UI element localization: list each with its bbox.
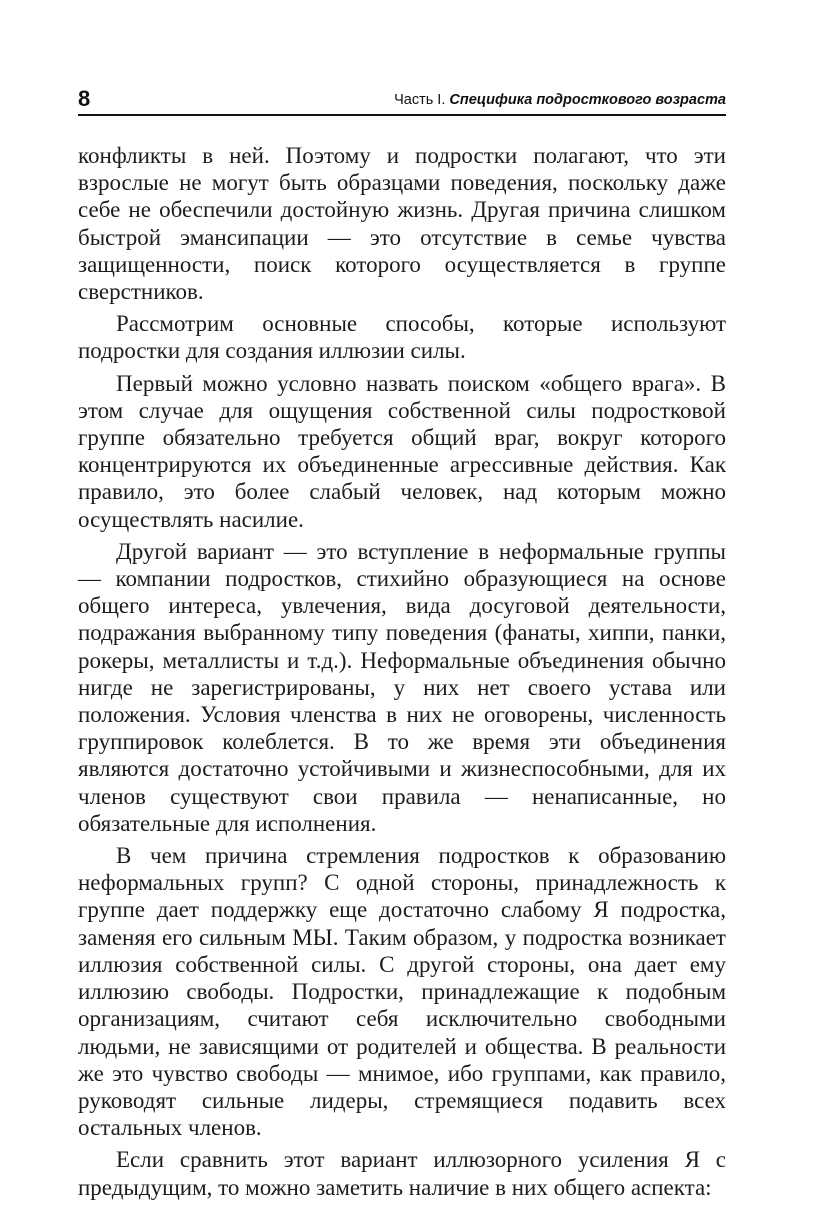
part-label: Часть I. (394, 92, 446, 108)
paragraph-continued: конфликты в ней. Поэтому и подростки полагают, что эти взрослые не могут быть образцами поведения, поскольку даже себе не обеспечили достойную жизнь. Другая причина слишком быстрой эмансипации — это отсутствие в семье чувства защищенности, поиск которого осуществляется в группе сверстников. (78, 143, 726, 305)
paragraph: Другой вариант — это вступление в неформальные группы — компании подростков, стихийно образующиеся на основе общего интереса, увлечения, вида досуговой деятельности, подражания выбранному типу поведения (фанаты, хиппи, панки, рокеры, металлисты и т.д.). Неформальные объединения обычно нигде не зарегистрированы, у них нет своего устава или положения. Условия членства в них не оговорены, численность группировок колеблется. В то же время эти объединения являются достаточно устойчивыми и жизнеспособными, для их членов существуют свои правила — ненаписанные, но обязательные для исполнения. (78, 538, 726, 836)
running-head (78, 86, 726, 116)
paragraph: Если сравнить этот вариант иллюзорного усиления Я с предыдущим, то можно заметить наличие в них общего аспекта: (78, 1147, 726, 1200)
paragraph: Рассмотрим основные способы, которые используют подростки для создания иллюзии силы. (78, 311, 726, 364)
body-text (78, 142, 726, 1206)
page-number: 8 (78, 86, 91, 111)
chapter-heading (394, 90, 726, 110)
section-title: Специфика подросткового возраста (449, 92, 726, 108)
paragraph: Первый можно условно назвать поиском «общего врага». В этом случае для ощущения собственной силы подростковой группе обязательно требуется общий враг, вокруг которого концентрируются их объединенные агрессивные действия. Как правило, это более слабый человек, над которым можно осуществлять насилие. (78, 370, 726, 532)
paragraph: В чем причина стремления подростков к образованию неформальных групп? С одной стороны, принадлежность к группе дает поддержку еще достаточно слабому Я подростка, заменяя его сильным МЫ. Таким образом, у подростка возникает иллюзия собственной силы. С другой стороны, она дает ему иллюзию свободы. Подростки, принадлежащие к подобным организациям, считают себя исключительно свободными людьми, не зависящими от родителей и общества. В реальности же это чувство свободы — мнимое, ибо группами, как правило, руководят сильные лидеры, стремящиеся подавить всех остальных членов. (78, 843, 726, 1141)
